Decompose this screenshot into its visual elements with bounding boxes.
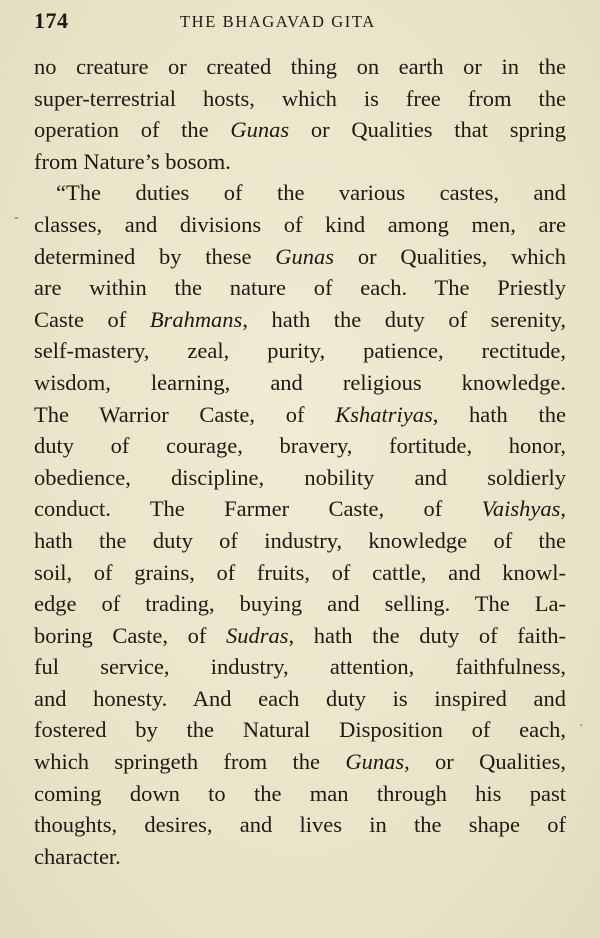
margin-dot-mark: · [579,719,584,734]
text-line: fostered by the Natural Disposition of each, [34,717,566,743]
text-line: edge of trading, buying and selling. The La- [34,591,566,617]
text-line: super-terrestrial hosts, which is free from the [34,85,566,111]
text-line: conduct. The Farmer Caste, of Vaishyas, [34,496,566,522]
text-line: no creature or created thing on earth or in the [34,54,566,79]
text-line: classes, and divisions of kind among men, are [34,211,566,237]
text-line: ful service, industry, attention, faithfulness, [34,654,566,680]
text-line: wisdom, learning, and religious knowledge. [34,369,566,395]
page-header [34,8,566,34]
body-text [34,51,566,872]
running-title: THE BHAGAVAD GITA [180,12,376,31]
text-line: The Warrior Caste, of Kshatriyas, hath the [34,401,566,427]
text-line: are within the nature of each. The Priestly [34,275,566,301]
text-line: determined by these Gunas or Qualities, which [34,243,567,269]
text-line: thoughts, desires, and lives in the shape of [34,812,566,838]
text-line: boring Caste, of Sudras, hath the duty of faith- [34,622,566,648]
text-line: which springeth from the Gunas, or Qualities, [34,749,567,775]
text-line: from Nature’s bosom. [34,148,231,174]
text-line: coming down to the man through his past [34,780,566,806]
page-number: 174 [34,8,69,33]
margin-dash-mark: - [14,210,19,225]
text-line: hath the duty of industry, knowledge of the [34,527,566,553]
text-line: “The duties of the various castes, and [56,180,566,206]
text-line: and honesty. And each duty is inspired and [34,685,566,711]
text-line: duty of courage, bravery, fortitude, honor, [34,433,566,459]
text-line: operation of the Gunas or Qualities that spring [34,117,566,143]
text-line: self-mastery, zeal, purity, patience, rectitude, [34,338,566,364]
text-line: soil, of grains, of fruits, of cattle, and knowl- [34,559,566,585]
text-line: obedience, discipline, nobility and soldierly [34,464,566,490]
text-line: Caste of Brahmans, hath the duty of serenity, [34,306,567,332]
text-line: character. [34,843,121,869]
